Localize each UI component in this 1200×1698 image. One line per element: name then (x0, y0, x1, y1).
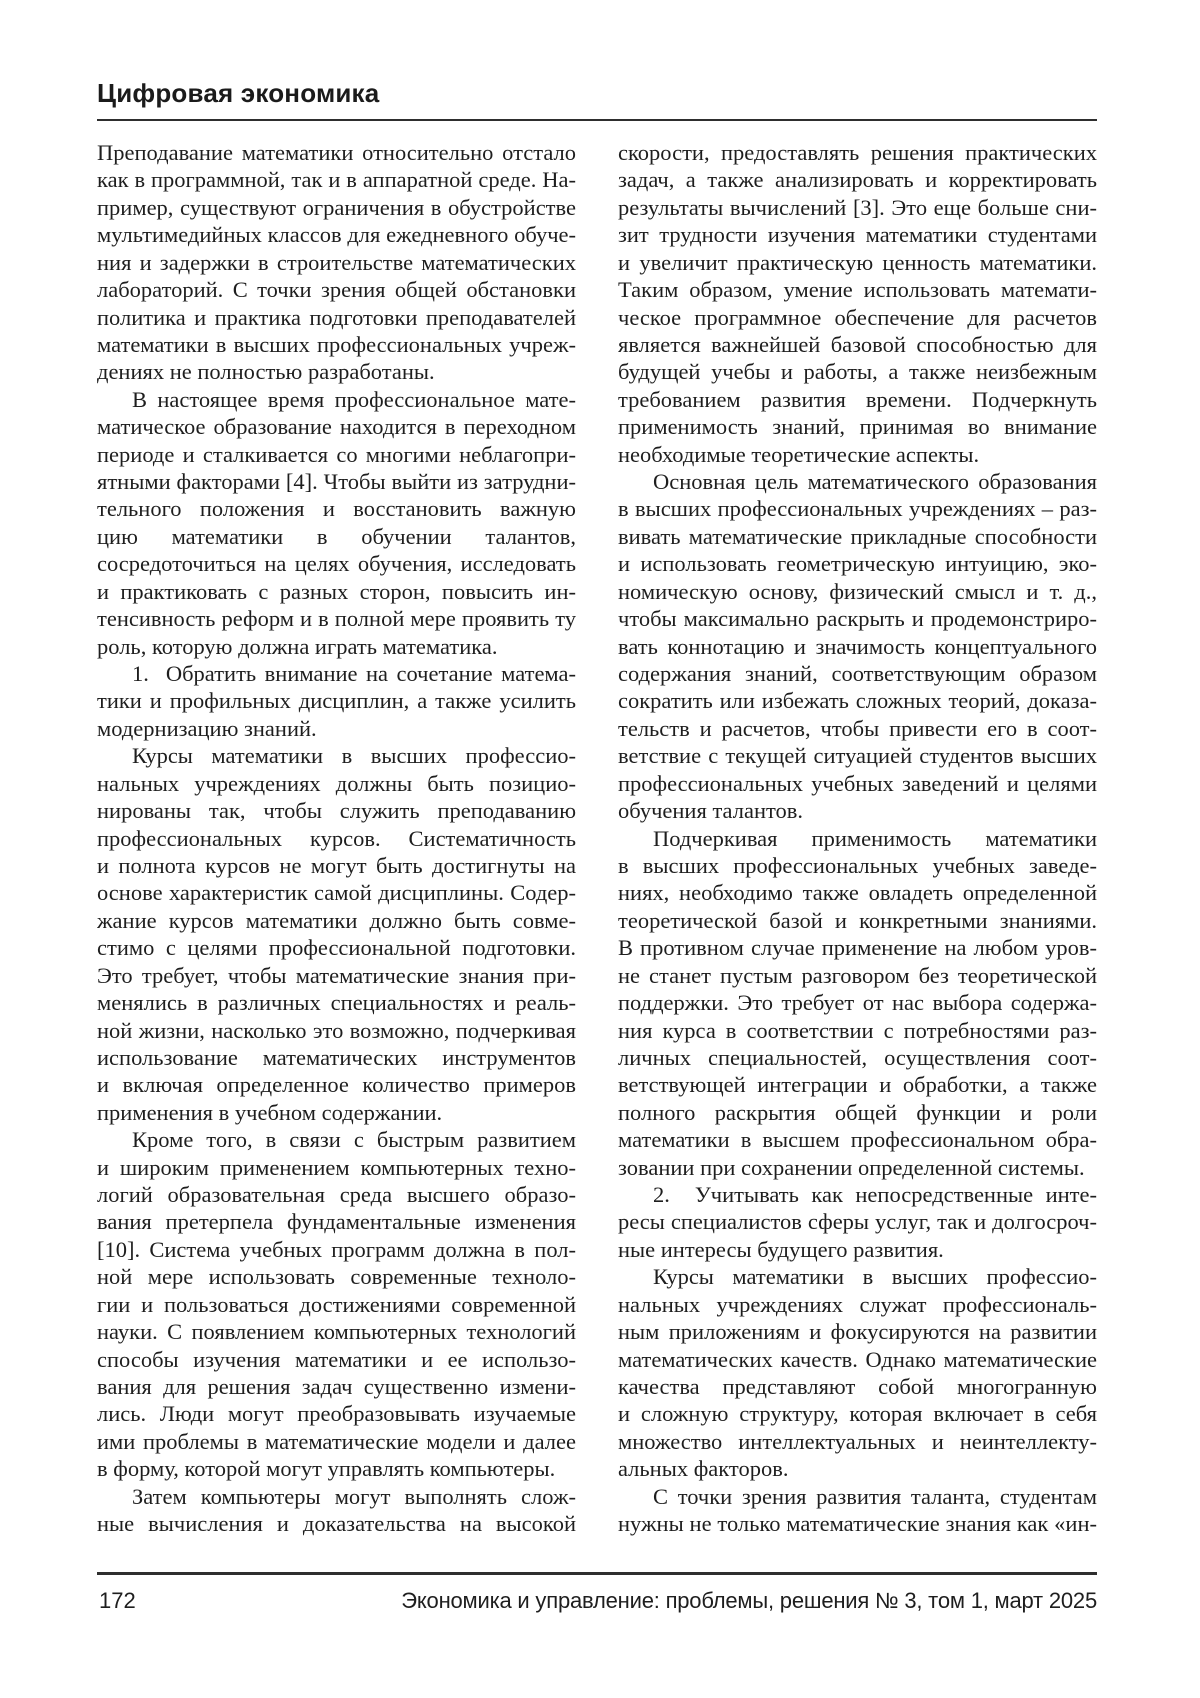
text-line: Таким образом, умение использовать математи- (618, 277, 1097, 303)
text-line: поддержки. Это требует от нас выбора содержа- (618, 990, 1097, 1016)
text-line: полного раскрытия общей функции и роли (618, 1099, 1097, 1125)
right-column (618, 139, 1097, 1538)
text-line: логий образовательная среда высшего образо- (97, 1182, 576, 1208)
text-line: вания для решения задач существенно измени- (97, 1373, 576, 1399)
text-line: ветствие с текущей ситуацией студентов высших (618, 743, 1097, 769)
text-line: Это требует, чтобы математические знания при- (97, 962, 576, 988)
text-line: Подчеркивая применимость математики (653, 825, 1097, 851)
text-line: личных специальностей, осуществления соот- (618, 1044, 1097, 1070)
text-line: политика и практика подготовки преподавателей (97, 304, 576, 330)
text-line: тельств и расчетов, чтобы привести его в соот- (618, 715, 1097, 741)
article-body (97, 139, 1097, 1538)
text-line: ческое программное обеспечение для расчетов (618, 304, 1097, 330)
text-line: и полнота курсов не могут быть достигнуты на (97, 852, 576, 878)
text-line: математики в высшем профессиональном обра- (618, 1127, 1097, 1153)
text-line: обучения талантов. (618, 798, 804, 824)
text-line: С точки зрения развития таланта, студентам (653, 1483, 1097, 1509)
text-line: [10]. Система учебных программ должна в пол- (97, 1236, 576, 1262)
text-line: Курсы математики в высших профессио- (132, 743, 576, 769)
text-line: Основная цель математического образования (653, 469, 1097, 495)
text-line: и сложную структуру, которая включает в себя (618, 1401, 1097, 1427)
text-line: тенсивность реформ и в полной мере проявить ту (97, 606, 576, 632)
text-line: теоретической базой и конкретными знаниями. (618, 907, 1097, 933)
text-line: ресы специалистов сферы услуг, так и долгосроч- (618, 1209, 1097, 1235)
text-line: ной жизни, насколько это возможно, подчеркивая (97, 1017, 576, 1043)
text-line: и практиковать с разных сторон, повысить ин- (97, 578, 576, 604)
text-line: альных факторов. (618, 1456, 789, 1482)
text-line: в высших профессиональных учебных заведе- (618, 852, 1097, 878)
text-line: менялись в различных специальностях и реаль- (97, 990, 576, 1016)
left-column (97, 139, 576, 1538)
text-line: является важнейшей базовой способностью для (618, 331, 1097, 357)
text-line: способы изучения математики и ее использо- (97, 1346, 576, 1372)
journal-footer-line: Экономика и управление: проблемы, решения № 3, том 1, март 2025 (401, 1588, 1097, 1613)
text-line: зовании при сохранении определенной системы. (618, 1154, 1085, 1180)
text-line: использование математических инструментов (97, 1044, 576, 1070)
text-line: лабораторий. С точки зрения общей обстановки (97, 277, 576, 303)
text-line: результаты вычислений [3]. Это еще больше сни- (618, 194, 1097, 220)
text-line: ими проблемы в математические модели и далее (97, 1428, 576, 1454)
text-line: и использовать геометрическую интуицию, эко- (618, 551, 1097, 577)
text-line: цию математики в обучении талантов, (97, 523, 576, 549)
text-line: нальных учреждениях служат профессиональ- (618, 1291, 1097, 1317)
text-line: пример, существуют ограничения в обустройстве (97, 194, 576, 220)
text-line: как в программной, так и в аппаратной среде. На- (97, 167, 576, 193)
text-line: тики и профильных дисциплин, а также усилить (97, 688, 576, 714)
text-line: Затем компьютеры могут выполнять слож- (132, 1483, 576, 1509)
text-line: нужны не только математические знания как «ин- (618, 1511, 1097, 1537)
text-line: профессиональных курсов. Систематичность (97, 825, 576, 851)
text-line: гии и пользоваться достижениями современной (97, 1291, 576, 1317)
text-line: ниях, необходимо также овладеть определенной (618, 880, 1097, 906)
text-line: мультимедийных классов для ежедневного обуче- (97, 222, 576, 248)
text-line: дениях не полностью разработаны. (97, 359, 435, 385)
text-line: Курсы математики в высших профессио- (653, 1264, 1097, 1290)
section-title: Цифровая экономика (97, 78, 380, 108)
text-line: задач, а также анализировать и корректировать (618, 167, 1097, 193)
text-line: лись. Люди могут преобразовывать изучаемые (97, 1401, 576, 1427)
text-line: роль, которую должна играть математика. (97, 633, 498, 659)
text-line: будущей учебы и работы, а также неизбежным (618, 359, 1097, 385)
footer-rule (97, 1572, 1097, 1575)
text-line: применимость знаний, принимая во внимание (618, 414, 1097, 440)
text-line: профессиональных учебных заведений и целями (618, 770, 1097, 796)
text-line: периоде и сталкивается со многими неблагопри- (97, 441, 576, 467)
text-line: зит трудности изучения математики студентами (618, 222, 1097, 248)
text-line: вания претерпела фундаментальные изменения (97, 1209, 576, 1235)
text-line: необходимые теоретические аспекты. (618, 441, 980, 467)
text-line: Кроме того, в связи с быстрым развитием (132, 1127, 576, 1153)
text-line: в форму, которой могут управлять компьютеры. (97, 1456, 556, 1482)
text-line: ния курса в соответствии с потребностями раз- (618, 1017, 1097, 1043)
text-line: вать коннотацию и значимость концептуального (618, 633, 1097, 659)
text-line: модернизацию знаний. (97, 715, 317, 741)
text-line: применения в учебном содержании. (97, 1099, 443, 1125)
text-line: Преподавание математики относительно отстало (97, 140, 576, 165)
text-line: содержания знаний, соответствующим образом (618, 661, 1097, 687)
text-line: ветствующей интеграции и обработки, а также (618, 1072, 1097, 1098)
text-line: науки. С появлением компьютерных технологий (97, 1319, 576, 1345)
text-line: чтобы максимально раскрыть и продемонстриро- (618, 606, 1097, 632)
text-line: ные вычисления и доказательства на высокой (97, 1511, 576, 1537)
text-line: тельного положения и восстановить важную (97, 496, 576, 522)
page-number: 172 (99, 1588, 136, 1613)
text-line: математических качеств. Однако математические (618, 1346, 1097, 1372)
text-line: требованием развития времени. Подчеркнуть (618, 386, 1097, 412)
text-line: математики в высших профессиональных учреж- (97, 331, 576, 357)
text-line: сократить или избежать сложных теорий, доказа- (618, 688, 1097, 714)
text-line: матическое образование находится в переходном (97, 414, 576, 440)
text-line: нированы так, чтобы служить преподаванию (97, 798, 576, 824)
text-line: множество интеллектуальных и неинтеллекту- (618, 1428, 1097, 1454)
text-line: скорости, предоставлять решения практических (618, 140, 1097, 165)
text-line: номическую основу, физический смысл и т. д., (618, 578, 1097, 604)
text-line: вивать математические прикладные способности (618, 523, 1097, 549)
text-line: 2. Учитывать как непосредственные инте- (653, 1182, 1097, 1208)
text-line: качества представляют собой многогранную (618, 1373, 1097, 1399)
text-line: В противном случае применение на любом уров- (618, 935, 1097, 961)
text-line: ной мере использовать современные техноло- (97, 1264, 576, 1290)
text-line: ные интересы будущего развития. (618, 1236, 944, 1262)
header-rule (97, 119, 1097, 121)
text-line: В настоящее время профессиональное мате- (132, 386, 576, 412)
text-line: и увеличит практическую ценность математики. (618, 249, 1097, 275)
text-line: сосредоточиться на целях обучения, исследовать (97, 551, 576, 577)
text-line: основе характеристик самой дисциплины. Содер- (97, 880, 576, 906)
text-line: ния и задержки в строительстве математических (97, 249, 576, 275)
text-line: не станет пустым разговором без теоретической (618, 962, 1097, 988)
text-line: нальных учреждениях должны быть позицио- (97, 770, 576, 796)
text-line: и широким применением компьютерных техно- (97, 1154, 576, 1180)
text-line: в высших профессиональных учреждениях – раз- (618, 496, 1097, 522)
text-line: и включая определенное количество примеров (97, 1072, 576, 1098)
text-line: ятными факторами [4]. Чтобы выйти из затрудни- (97, 469, 576, 495)
text-line: стимо с целями профессиональной подготовки. (97, 935, 576, 961)
text-line: 1. Обратить внимание на сочетание матема- (132, 661, 576, 687)
text-line: жание курсов математики должно быть совме- (97, 907, 576, 933)
text-line: ным приложениям и фокусируются на развитии (618, 1319, 1097, 1345)
